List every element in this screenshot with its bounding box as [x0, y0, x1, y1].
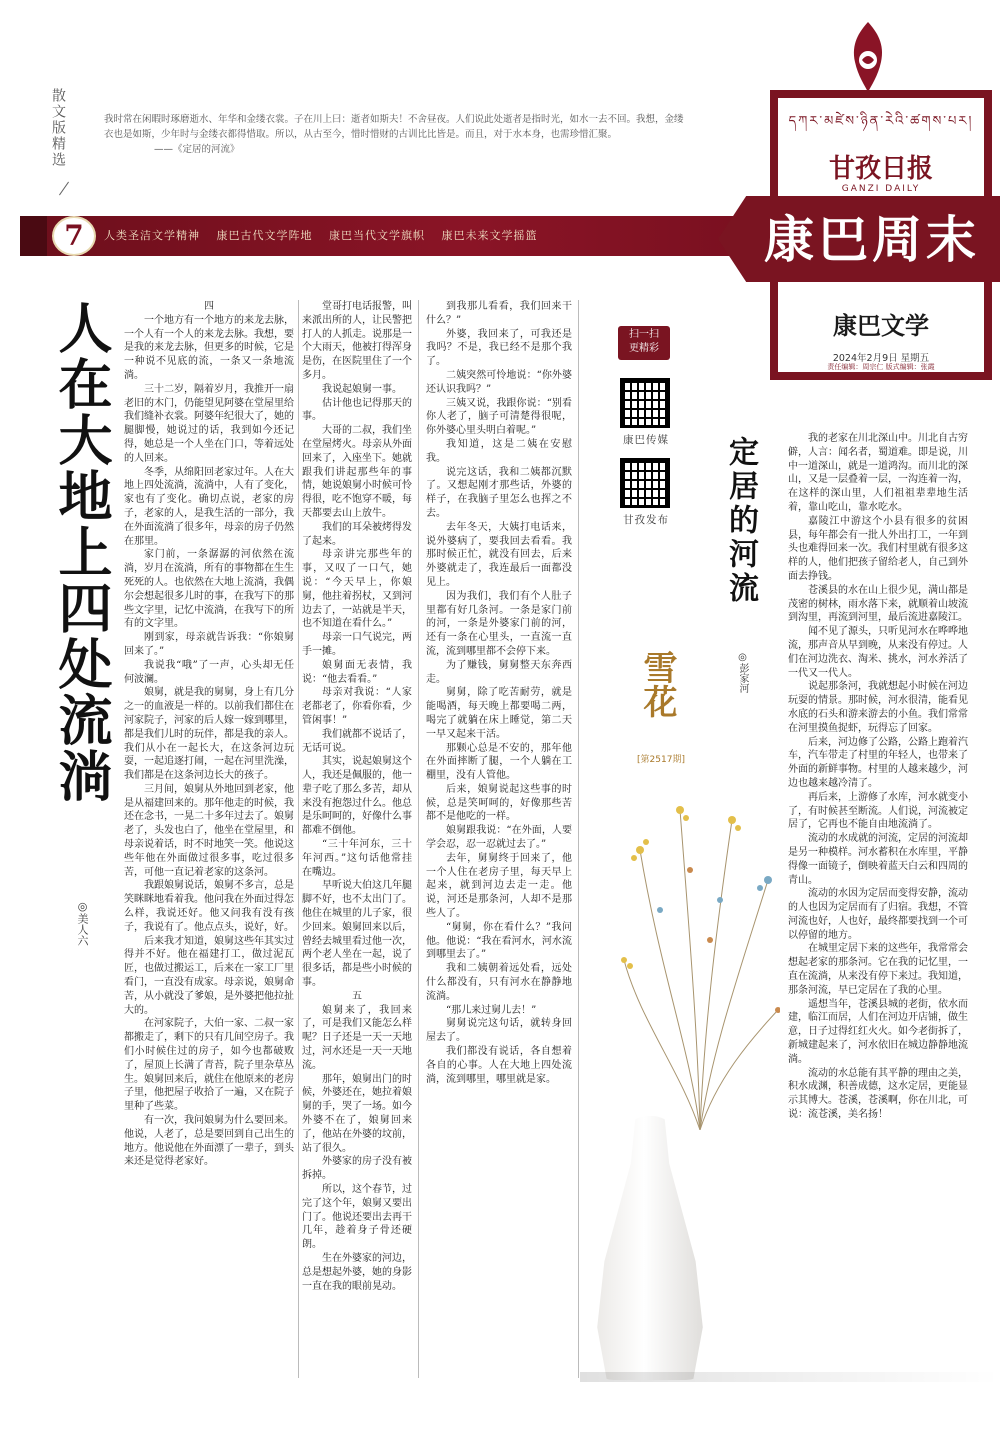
article-paragraph: 舅舅说完这句话，就转身回屋去了。 — [426, 1018, 572, 1044]
article-paragraph: 那年，娘舅出门的时候，外婆还在，她拉着娘舅的手，哭了一场。如今外婆不在了，娘舅回来了，他站在外婆的坟前，站了很久。 — [302, 1073, 412, 1154]
masthead-editors: 责任编辑：周宗仁 版式编辑：张霞 — [827, 363, 935, 371]
article-paragraph: 到我那儿看看，我们回来干什么？” — [426, 301, 572, 326]
article-paragraph: 生在外婆家的河边，总是想起外婆，她的身影一直在我的眼前晃动。 — [302, 1252, 412, 1292]
article2-byline: ◎彭家河 — [737, 652, 748, 693]
article-paragraph: 在城里定居下来的这些年，我常常会想起老家的那条河。它在我的记忆里，一直在流淌，从来没有停下来过。我知道，那条河流，早已定居在了我的心里。 — [788, 943, 968, 996]
article-paragraph: 流动的水总能有其平静的理由之美，积水成渊，积善成德，这水定居，更能显示其博大。苍溪，苍溪啊，你在川北，可说：流苍溪，美名扬！ — [788, 1067, 968, 1121]
band-tab — [20, 216, 50, 256]
article-paragraph: 三十二岁，隔着岁月，我推开一扇老旧的木门，仍能望见阿婆在堂屋里给我们缝补衣裳。阿婆年纪很大了，她的腿脚慢，她说过的话，我到如今还记得，她总是一个人坐在门口，等着远处的人回来。 — [124, 383, 294, 464]
article-paragraph: 我和二姨朝着远处看，远处什么都没有，只有河水在静静地流淌。 — [426, 963, 572, 1002]
article-paragraph: 大哥的二叔，我们坐在堂屋烤火。母亲从外面回来了，入座坐下。她就跟我们讲起那些年的事情，她说娘舅小时候可怜得很，吃不饱穿不暖，每天都要去山上放牛。 — [302, 425, 412, 519]
article-paragraph: 后来，娘舅说起这些事的时候，总是笑呵呵的，好像那些苦都不是他吃的一样。 — [426, 783, 572, 823]
page-number: 7 — [64, 219, 84, 252]
article-paragraph: 母亲讲完那些年的事，又叹了一口气，她说：“今天早上，你娘舅，他拄着拐杖，又到河边去了，一站就是半天，也不知道在看什么。” — [302, 549, 412, 630]
article-paragraph: 一个地方有一个地方的来龙去脉，一个人有一个人的来龙去脉。我想，要是我的来龙去脉，但更多的时候，它是一种说不见底的流，一条又一条地流淌。 — [124, 314, 294, 381]
slogan-list — [104, 227, 574, 243]
article-paragraph: 流动的水成就的河流，定居的河流却是另一种模样。河水蓄积在水库里，平静得像一面镜子，倒映着蓝天白云和四周的青山。 — [788, 833, 968, 886]
article-paragraph: 我说我“哦”了一声，心头却无任何波澜。 — [124, 659, 294, 685]
slogan-item: 康巴当代文学旗帜 — [329, 229, 425, 242]
article-paragraph: 后来，河边修了公路，公路上跑着汽车，汽车带走了村里的年轻人，也带来了外面的新鲜事物。村里的人越来越少，河边也越来越冷清了。 — [788, 736, 968, 789]
masthead-paper-name: 甘孜日报 — [828, 154, 933, 184]
article-paragraph: “三十年河东，三十年河西。”这句话他常挂在嘴边。 — [302, 839, 412, 878]
section-tag: 散文版精选 — [50, 88, 66, 168]
article-paragraph: 估计他也记得那天的事。 — [302, 397, 412, 423]
intro-source: ——《定居的河流》 — [154, 144, 240, 155]
column-rule — [578, 300, 579, 1378]
qr-code-icon[interactable] — [620, 458, 670, 508]
article-column-3 — [426, 300, 572, 1378]
article-paragraph: 我知道，这是二姨在安慰我。 — [426, 438, 572, 464]
column-rule — [298, 300, 299, 1378]
xuehua-seal: 雪花 — [637, 650, 677, 718]
column-rule — [418, 300, 419, 1378]
qr-code-icon[interactable] — [620, 378, 670, 428]
article-paragraph: 娘舅来了，我回来了，可是我们又能怎么样呢？日子还是一天一天地过，河水还是一天一天地流。 — [302, 1004, 412, 1071]
article-paragraph: 后来我才知道，娘舅这些年其实过得并不好。他在福建打工，做过泥瓦匠，也做过搬运工，后来在一家工厂里看门，一直没有成家。母亲说，娘舅命苦，从小就没了爹娘，是外婆把他拉扯大的。 — [124, 935, 294, 1016]
issue-number: [第2517期] — [637, 755, 685, 765]
slogan-item: 康巴未来文学摇篮 — [441, 229, 538, 242]
article-paragraph: 流动的水因为定居而变得安静，流动的人也因为定居而有了归宿。我想，不管河流也好，人也好，最终都要找到一个可以停留的地方。 — [788, 888, 968, 941]
article-paragraph: 家门前，一条潺潺的河依然在流淌，岁月在流淌，所有的事物都在生生死死的人。也依然在大地上流淌，我偶尔会想起很多儿时的事，在我写下的那些文字里，记忆中流淌，在我写下的所有的文字里。 — [124, 549, 294, 630]
article-paragraph: 去年冬天，大姨打电话来，说外婆病了，要我回去看看。我那时候正忙，就没有回去，后来外婆就走了，我连最后一面都没见上。 — [426, 521, 572, 588]
article-paragraph: 我们都没有说话，各自想着各自的心事。人在大地上四处流淌，流到哪里，哪里就是家。 — [426, 1046, 572, 1085]
article-paragraph: 遥想当年，苍溪县城的老街，依水而建，临江而居，人们在河边开店铺，做生意，日子过得红红火火。如今老街拆了，新城建起来了，河水依旧在城边静静地流淌。 — [788, 998, 968, 1065]
article-paragraph: 去年，舅舅终于回来了，他一个人住在老房子里，每天早上起来，就到河边去走一走。他说，河还是那条河，人却不是那些人了。 — [426, 852, 572, 920]
article2-column — [788, 432, 968, 1384]
article-paragraph: 我跟娘舅说话，娘舅不多言，总是笑眯眯地看着我。他问我在外面过得怎么样，我说还好。他又问我有没有孩子，我说有了。他点点头，说好，好。 — [124, 880, 294, 933]
article-paragraph: 因为我们，我们有个人肚子里都有好几条河。一条是家门前的河，一条是外婆家门前的河，还有一条在心里头，一直流一直流，流到哪里都不会停下来。 — [426, 590, 572, 657]
article-paragraph: 说起那条河，我就想起小时候在河边玩耍的情景。那时候，河水很清，能看见水底的石头和游来游去的小鱼。我们常常在河里摸鱼捉虾，玩得忘了回家。 — [788, 681, 968, 734]
masthead-paper-en: GANZI DAILY — [841, 184, 921, 194]
article-paragraph: 堂哥打电话报警，叫来派出所的人，让民警把打人的人抓走。说那是一个大雨天，他被打得浑身是伤，在医院里住了一个多月。 — [302, 301, 412, 381]
article-column-2 — [302, 300, 412, 1378]
article-paragraph: 有一次，我问娘舅为什么要回来。他说，人老了，总是要回到自己出生的地方。他说他在外面漂了一辈子，到头来还是觉得老家好。 — [124, 1115, 294, 1168]
article-paragraph: 母亲对我说：“人家老都老了，你看你看，少管闲事！” — [302, 687, 412, 726]
article-paragraph: 我说起娘舅一事。 — [322, 383, 402, 395]
qr-label-kangba: 康巴传媒 — [623, 434, 669, 446]
masthead-tibetan: དཀར་མཛེས་ཉིན་རེའི་ཚགས་པར། — [788, 114, 974, 129]
article-paragraph: 三月间，娘舅从外地回到老家，他是从福建回来的。那年他走的时候，我还在念书，一晃二十多年过去了。娘舅老了，头发也白了，他坐在堂屋里，和母亲说着话，时不时地笑一笑。他说这些年他在外面做过很多事，吃过很多苦，可他一直记着老家的这条河。 — [124, 783, 294, 878]
article-column-1 — [124, 300, 294, 1378]
article-paragraph: 苍溪县的水在山上很少见，满山都是茂密的树林，雨水落下来，就顺着山坡流到沟里，再流到河里，最后流进嘉陵江。 — [788, 584, 968, 624]
article-paragraph: 娘舅跟我说：“在外面，人要学会忍，忍一忍就过去了。” — [426, 825, 572, 851]
article-paragraph: 二姨突然可怜地说：“你外婆还认识我吗？” — [426, 369, 572, 395]
article-headline: 人在大地上四处流淌 — [50, 300, 114, 804]
masthead-date: 2024年2月9日 星期五 — [832, 353, 930, 364]
slogan-item: 人类圣洁文学精神 — [104, 229, 200, 242]
masthead-weekly-title: 康巴周末 — [764, 210, 980, 269]
slogan-item: 康巴古代文学阵地 — [216, 229, 313, 242]
article-paragraph: 我们就都不说话了，无话可说。 — [302, 728, 412, 754]
article-paragraph: 所以，这个春节，过完了这个年，娘舅又要出门了。他说还要出去再干几年，趁着身子骨还硬朗。 — [302, 1184, 412, 1251]
article-paragraph: 那颗心总是不安的，那年他在外面摔断了腿，一个人躺在工棚里，没有人管他。 — [426, 742, 572, 782]
section-number: 五 — [352, 990, 362, 1002]
article-paragraph: 冬季，从绵阳回老家过年。人在大地上四处流淌，流淌中，人有了变化，家也有了变化。确切点说，老家的房子，老家的人，是我生活的一部分，我在外面流淌了很多年，母亲的房子仍然在那里。 — [124, 466, 294, 547]
article-paragraph: “舅舅，你在看什么？”我问他。他说：“我在看河水，河水流到哪里去了。” — [426, 921, 572, 961]
article-paragraph: “那儿来过舅儿去！” — [446, 1004, 537, 1016]
article-paragraph: 母亲一口气说完，两手一摊。 — [302, 632, 412, 657]
article-paragraph: 早听说大伯这几年腿脚不好，也不太出门了。他住在城里的儿子家，很少回来。娘舅回来以后，曾经去城里看过他一次，两个老人坐在一起，说了很多话，都是些小时候的事。 — [302, 880, 412, 989]
article-paragraph: 娘舅，就是我的舅舅，身上有几分之一的血液是一样的。以前我们都住在河家院子，河家的后人嫁一嫁到哪里，都是我们儿时的玩伴，都是我的亲人。我们从小在一起长大，在这条河边玩耍，一起追逐打闹，一起在河里洗澡，我们都是在这条河边长大的孩子。 — [124, 687, 294, 782]
article-paragraph: 说完这话，我和二姨都沉默了。又想起刚才那些话，外婆的样子，在我脑子里怎么也挥之不去。 — [426, 466, 572, 519]
article-paragraph: 三姨又说，我跟你说：“别看你人老了，脑子可清楚得很呢，你外婆心里头明白着呢。” — [426, 397, 572, 437]
article-paragraph: 外婆，我回来了，可我还是我吗？不是，我已经不是那个我了。 — [426, 328, 572, 368]
article-paragraph: 在河家院子，大伯一家、二叔一家都搬走了，剩下的只有几间空房子。我们小时候住过的房子，如今也都破败了，屋顶上长满了青苔，院子里杂草丛生。娘舅回来后，就住在他原来的老房子里，他把屋子收拾了一遍，又在院子里种了些菜。 — [124, 1018, 294, 1113]
article2-headline: 定居的河流 — [723, 436, 758, 606]
article-paragraph: 其实，说起娘舅这个人，我还是佩服的，他一辈子吃了那么多苦，却从来没有抱怨过什么。他总是乐呵呵的，好像什么事都难不倒他。 — [302, 756, 412, 837]
dried-flowers-icon — [620, 790, 780, 1130]
article-paragraph: 刚到家，母亲就告诉我：“你娘舅回来了。” — [124, 632, 294, 657]
article-paragraph: 嘉陵江中游这个小县有很多的贫困县，每年都会有一批人外出打工，一年到头也难得回来一次。我们村里就有很多这样的人，他们把孩子留给老人，自己到外面去挣钱。 — [788, 515, 968, 582]
intro-quote — [104, 112, 684, 157]
article-paragraph: 为了赚钱，舅舅整天东奔西走。 — [426, 659, 572, 685]
article-paragraph: 外婆家的房子没有被拆掉。 — [302, 1156, 412, 1182]
intro-text: 我时常在闲暇时琢磨逝水、年华和金缕衣裳。子在川上曰：逝者如斯夫！不舍昼夜。人们说此处逝者是指时光，如水一去不回。我想，金缕衣也是如斯，少年时与金缕衣都得惜取。所以，从古至今，惜时惜财的古训比比皆是。而且，对于水本身，也需珍惜汇聚。 — [104, 114, 684, 140]
article-paragraph: 再后来，上游修了水库，河水就变小了，有时候甚至断流。人们说，河流被定居了，它再也不能自由地流淌了。 — [788, 791, 968, 831]
qr-scan-tag: 扫一扫 更精彩 — [618, 326, 670, 360]
article-paragraph: 闻不见了源头，只听见河水在哗哗地流，那声音从早到晚，从来没有停过。人们在河边洗衣、淘米、挑水，河水养活了一代又一代人。 — [788, 626, 968, 679]
masthead-sub-title: 康巴文学 — [833, 311, 929, 340]
section-tag-divider — [59, 182, 69, 196]
masthead-ornament-icon — [845, 18, 891, 96]
section-number: 四 — [204, 301, 214, 312]
article-paragraph: 舅舅，除了吃苦耐劳，就是能喝酒，每天晚上都要喝二两，喝完了就躺在床上睡觉，第二天一早又起来干活。 — [426, 687, 572, 740]
article-byline: ◎美人六 — [76, 900, 89, 946]
article-paragraph: 娘舅面无表情，我说：“他去看看。” — [302, 659, 412, 685]
article-paragraph: 我的老家在川北深山中。川北自古穷僻，人言：闻名者，蜀道难。即是说，川中一道深山，就是一道鸿沟。而川北的深山，又是一层叠着一层，一沟连着一沟，在这样的深山里，人们祖祖辈辈地生活着，靠山吃山，靠水吃水。 — [788, 433, 968, 513]
qr-label-ganzi: 甘孜发布 — [623, 514, 669, 526]
article-paragraph: 我们的耳朵被烤得发了起来。 — [302, 521, 412, 547]
white-vase — [590, 1116, 710, 1380]
